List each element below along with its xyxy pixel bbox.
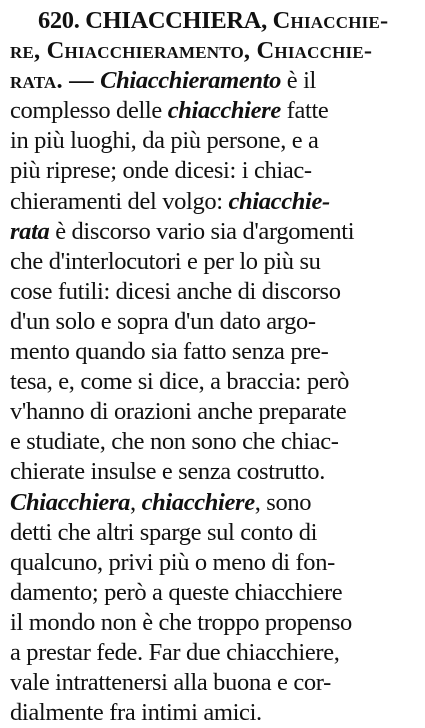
entry-line: che d'interlocutori e per lo più su: [10, 247, 321, 275]
entry-headword: CHIACCHIERA,: [85, 7, 267, 34]
entry-line: e studiate, che non sono che chiac-: [10, 428, 339, 456]
entry-line: rata. — Chiacchieramento è il: [10, 67, 317, 95]
entry-line: re, Chiacchieramento, Chiacchie-: [10, 37, 373, 65]
entry-line: d'un solo e sopra d'un dato argo-: [10, 307, 316, 335]
entry-line: chierate insulse e senza costrutto.: [10, 458, 325, 486]
entry-line: più riprese; onde dicesi: i chiac-: [10, 157, 312, 185]
entry-line: tesa, e, come si dice, a braccia: però: [10, 368, 350, 396]
entry-line: vale intrattenersi alla buona e cor-: [10, 669, 331, 697]
entry-line: mento quando sia fatto senza pre-: [10, 338, 329, 366]
entry-heading-line: [10, 6, 415, 36]
entry-line: Chiacchiera, chiacchiere, sono: [10, 488, 312, 516]
entry-line: detti che altri sparge sul conto di: [10, 518, 318, 546]
entry-line: v'hanno di orazioni anche preparate: [10, 398, 347, 426]
entry-line: cose futili: dicesi anche di discorso: [10, 277, 341, 305]
entry-line: complesso delle chiacchiere fatte: [10, 97, 329, 125]
entry-line: qualcuno, privi più o meno di fon-: [10, 548, 335, 576]
entry-line: damento; però a queste chiacchiere: [10, 578, 343, 606]
entry-line: rata è discorso vario sia d'argomenti: [10, 217, 355, 245]
entry-line: in più luoghi, da più persone, e a: [10, 127, 319, 155]
entry-line-last: dialmente fra intimi amici.: [10, 699, 262, 727]
dictionary-entry: [10, 6, 415, 728]
entry-line: a prestar fede. Far due chiacchiere,: [10, 638, 340, 666]
entry-number: 620.: [38, 7, 80, 34]
entry-line: il mondo non è che troppo propenso: [10, 608, 352, 636]
entry-variant: Chiacchie-: [272, 7, 389, 34]
entry-line: chieramenti del volgo: chiacchie-: [10, 187, 330, 215]
